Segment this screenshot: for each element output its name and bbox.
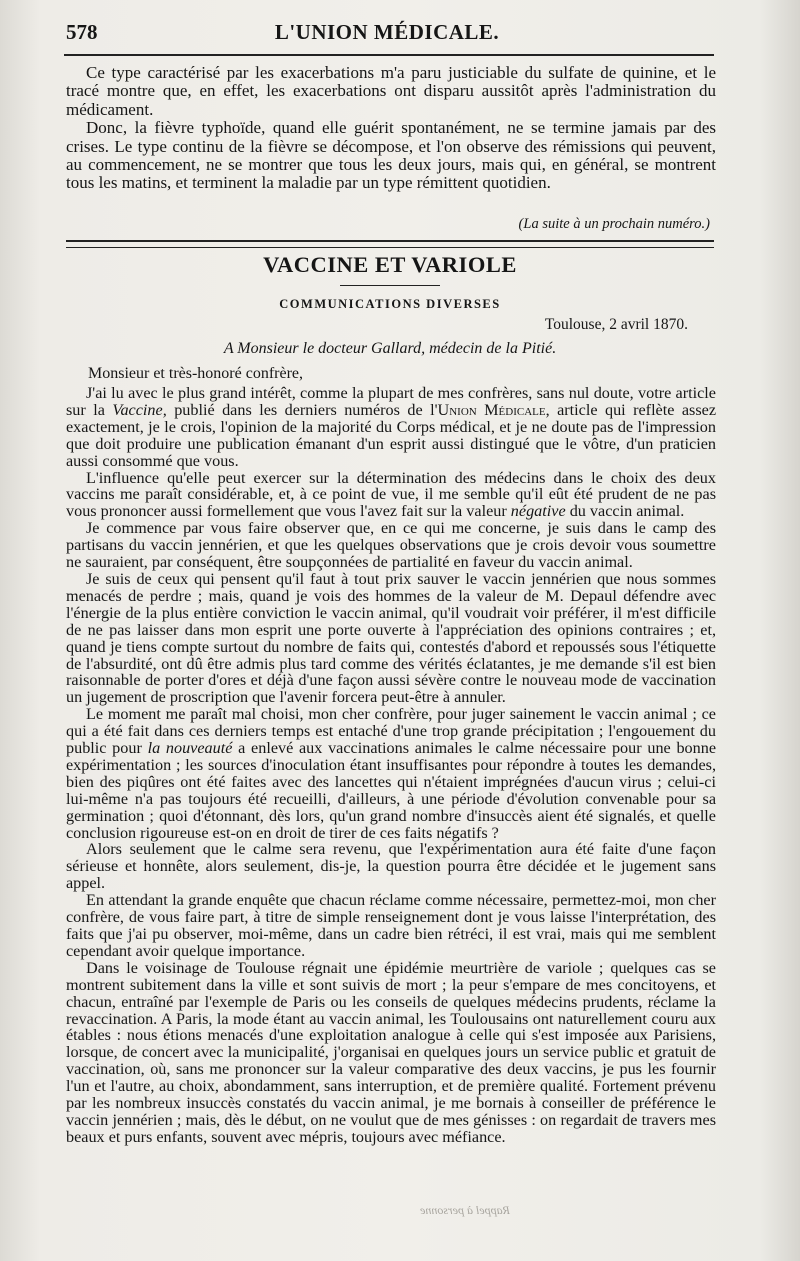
body-paragraph-7: En attendant la grande enquête que chacun réclame comme nécessaire, permettez-moi, mon cher confrère, de vous faire part, à titre de simple renseignement dont je vous laisse l'interprétation, des faits que j'ai pu observer, moi-même, dans un cadre bien rétréci, il est vrai, mais qui me semblent cependant avoir quelque importance. (66, 891, 716, 960)
body-paragraph-1: J'ai lu avec le plus grand intérêt, comme la plupart de mes confrères, sans nul doute, votre article sur la Vaccine, publié dans les derniers numéros de l'Union Médicale, article qui reflète assez exactement, je le crois, l'opinion de la majorité du Corps médical, et je ne doute pas de l'impression que doit produire une publication émanant d'un esprit aussi distingué que le vôtre, d'un praticien aussi consommé que vous. (66, 384, 717, 470)
bleed-through-text: Rappel à personne (420, 1203, 510, 1217)
intro-paragraph-1: Ce type caractérisé par les exacerbations m'a paru justiciable du sulfate de quinine, et le tracé montre que, en effet, les exacerbations ont disparu aussitôt après l'administration du médicament. (66, 63, 716, 119)
header-rule (64, 54, 714, 56)
body-paragraph-5: Le moment me paraît mal choisi, mon cher confrère, pour juger sainement le vaccin animal ; ce qui a été fait dans ces derniers temps est entaché d'une trop grande précipitation ; l'engouement du public pour la nouveauté a enlevé aux vaccinations animales le calme nécessaire pour une bonne expérimentation ; les sources d'inoculation étant insuffisantes pour répondre à toutes les demandes, bien des piqûres ont été faites avec des lancettes qui n'étaient imprégnées d'aucun virus ; celui-ci lui-même n'a pas toujours été recueilli, d'ailleurs, à une période d'évolution convenable pour sa germination ; quoi d'étonnant, dès lors, qu'un grand nombre d'insuccès aient été signalés, et quelle conclusion rigoureuse est-on en droit de tirer de ces faits négatifs ? (66, 705, 716, 842)
article-subtitle: COMMUNICATIONS DIVERSES (279, 297, 501, 311)
body-paragraph-6: Alors seulement que le calme sera revenu, que l'expérimentation aura été faite d'une façon sérieuse et honnête, alors seulement, dis-je, la question pourra être décidée et le jugement sans appel. (66, 840, 716, 893)
journal-title: L'UNION MÉDICALE. (274, 20, 500, 44)
body-paragraph-2: L'influence qu'elle peut exercer sur la détermination des médecins dans le choix des deux vaccins me paraît considérable, et, à ce point de vue, il me semble qu'il eût été prudent de ne pas vous prononcer aussi formellement que vous l'avez fait sur la valeur négative du vaccin animal. (66, 468, 716, 521)
continued-note: (La suite à un prochain numéro.) (518, 216, 710, 232)
letter-address: A Monsieur le docteur Gallard, médecin de la Pitié. (223, 340, 557, 357)
body-paragraph-8: Dans le voisinage de Toulouse régnait une épidémie meurtrière de variole ; quelques cas se montrent subitement dans la ville et sont suivis de mort ; la peur s'empare de mes concitoyens, et chacun, entraîné par l'exemple de Paris ou les conseils de quelques médecins prudents, réclame la revaccination. A Paris, la mode étant au vaccin animal, les Toulousains ont naturellement couru aux étables : nous étions menacés d'une exploitation analogue à celle qui s'est imposée aux Parisiens, lorsque, de concert avec la municipalité, j'organisai en quelques jours un service public et gratuit de vaccination, où, sans me prononcer sur la valeur comparative des deux vaccins, je pus les fournir l'un et l'autre, au choix, abondamment, sans interruption, et de première qualité. Fortement prévenu par les nombreux insuccès constatés du vaccin animal, je me bornais à conseiller de préférence le vaccin jennérien ; mais, dès le début, on ne voulut que de mes génisses : on regardait de travers mes beaux et purs enfants, souvent avec mépris, toujours avec méfiance. (66, 958, 716, 1146)
body-paragraph-4: Je suis de ceux qui pensent qu'il faut à tout prix sauver le vaccin jennérien que nous sommes menacés de perdre ; mais, quand je vois des hommes de la valeur de M. Depaul défendre avec l'énergie de la plus entière conviction le vaccin animal, qu'il voudrait voir préférer, il m'est difficile de ne pas laisser dans mon esprit une porte ouverte à l'appréciation des opinions contraires ; et, quand je tiens compte surtout du nombre de faits qui, contestés d'abord et repoussés sous l'étiquette de l'absurdité, ont dû être admis plus tard comme des vérités éclatantes, je me demande s'il est bien raisonnable de porter d'ores et déjà d'une façon aussi sévère contre le nouveau mode de vaccination un jugement de proscription que l'avenir forcera peut-être à annuler. (66, 569, 716, 707)
place-date: Toulouse, 2 avril 1870. (544, 316, 688, 333)
page-number: 578 (66, 20, 98, 44)
page-header (58, 18, 716, 46)
section-divider (66, 240, 714, 248)
article-title: VACCINE ET VARIOLE (263, 252, 517, 277)
intro-paragraph-2: Donc, la fièvre typhoïde, quand elle guérit spontanément, ne se termine jamais par des crises. Le type continu de la fièvre se décompose, et l'on observe des rémissions qui peuvent, au commencement, ne se montrer que tous les deux jours, mais qui, en général, se montrent tous les matins, et terminent la maladie par un type rémittent quotidien. (66, 118, 716, 193)
body-paragraph-3: Je commence par vous faire observer que, en ce qui me concerne, je suis dans le camp des partisans du vaccin jennérien, et que les quelques observations que je crois devoir vous soumettre ne sauraient, par conséquent, être soupçonnées de partialité en faveur du vaccin animal. (66, 519, 716, 572)
letter-body (66, 385, 716, 1146)
title-rule (340, 285, 440, 286)
salutation: Monsieur et très-honoré confrère, (88, 365, 304, 382)
intro-section (66, 64, 716, 193)
